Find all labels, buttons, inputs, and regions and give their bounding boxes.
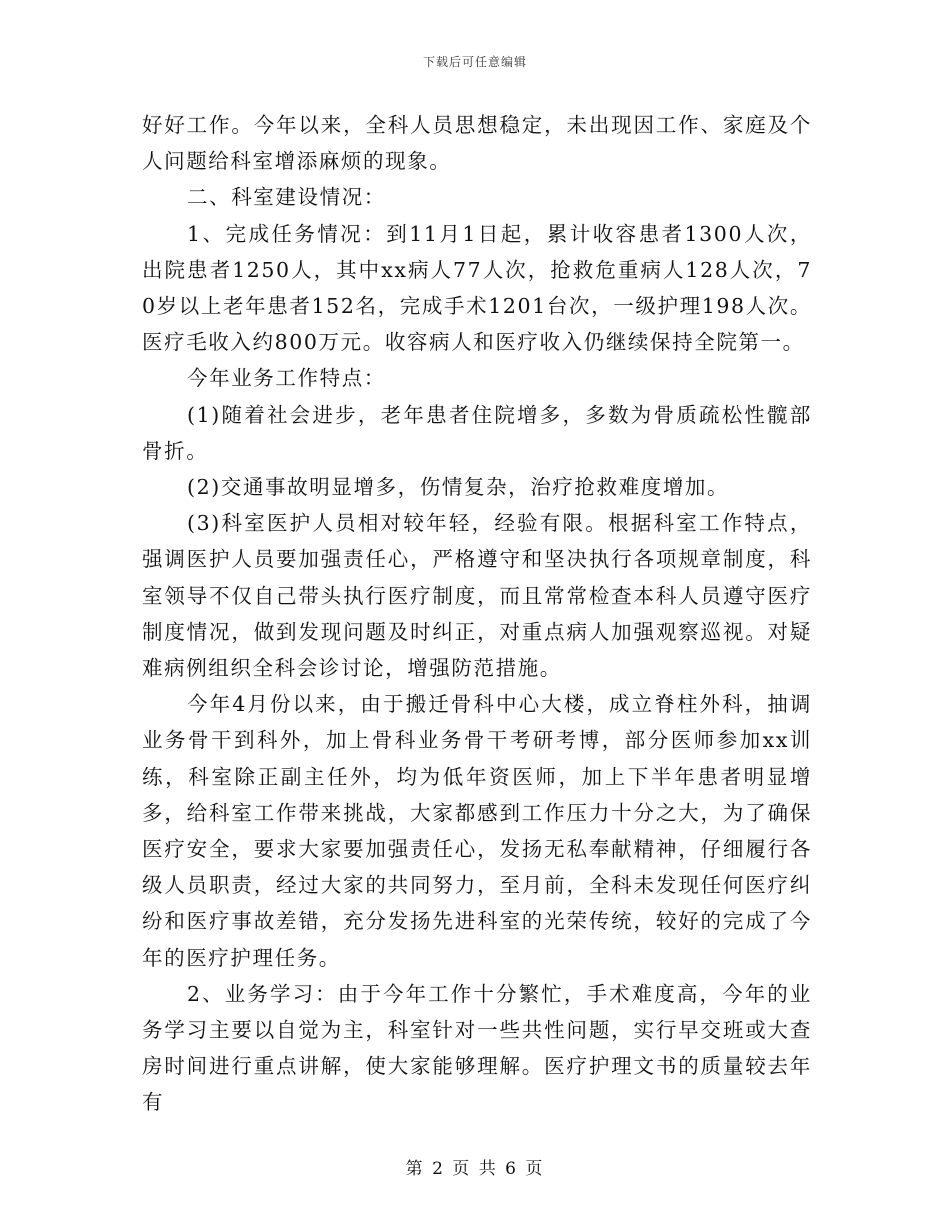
list-item-2: (2)交通事故明显增多，伤情复杂，治疗抢救难度增加。 — [187, 475, 730, 500]
document-body — [142, 107, 812, 1121]
list-item-1: (1)随着社会进步，老年患者住院增多，多数为骨质疏松性髋部骨折。 — [142, 402, 812, 463]
paragraph-work-features-heading: 今年业务工作特点： — [187, 366, 386, 391]
list-item-3: (3)科室医护人员相对较年轻，经验有限。根据科室工作特点，强调医护人员要加强责任心，严格遵守和坚决执行各项规章制度，科室领导不仅自己带头执行医疗制度，而且常常检查本科人员遵守医疗制度情况，做到发现问题及时纠正，对重点病人加强观察巡视。对疑难病例组织全科会诊讨论，增强防范措施。 — [142, 511, 812, 681]
page-number-footer: 第 2 页 共 6 页 — [405, 1159, 545, 1179]
paragraph-task-completion: 1、完成任务情况：到11月1日起，累计收容患者1300人次，出院患者1250人，其中xx病人77人次，抢救危重病人128人次，70岁以上老年患者152名，完成手术1201台次，一级护理198人次。医疗毛收入约800万元。收容病人和医疗收入仍继续保持全院第一。 — [142, 221, 812, 355]
paragraph-continuation: 好好工作。今年以来，全科人员思想稳定，未出现因工作、家庭及个人问题给科室增添麻烦的现象。 — [142, 113, 812, 174]
paragraph-april-relocation: 今年4月份以来，由于搬迁骨科中心大楼，成立脊柱外科，抽调业务骨干到科外，加上骨科业务骨干考研考博，部分医师参加xx训练，科室除正副主任外，均为低年资医师，加上下半年患者明显增多，给科室工作带来挑战，大家都感到工作压力十分之大，为了确保医疗安全，要求大家要加强责任心，发扬无私奉献精神，仔细履行各级人员职责，经过大家的共同努力，至月前，全科未发现任何医疗纠纷和医疗事故差错，充分发扬先进科室的光荣传统，较好的完成了今年的医疗护理任务。 — [142, 692, 812, 970]
section-heading-department-construction: 二、科室建设情况： — [187, 185, 386, 210]
page-header-note: 下载后可任意编辑 — [422, 55, 527, 69]
paragraph-business-study: 2、业务学习：由于今年工作十分繁忙，手术难度高，今年的业务学习主要以自觉为主，科室针对一些共性问题，实行早交班或大查房时间进行重点讲解，使大家能够理解。医疗护理文书的质量较去年有 — [142, 981, 812, 1115]
